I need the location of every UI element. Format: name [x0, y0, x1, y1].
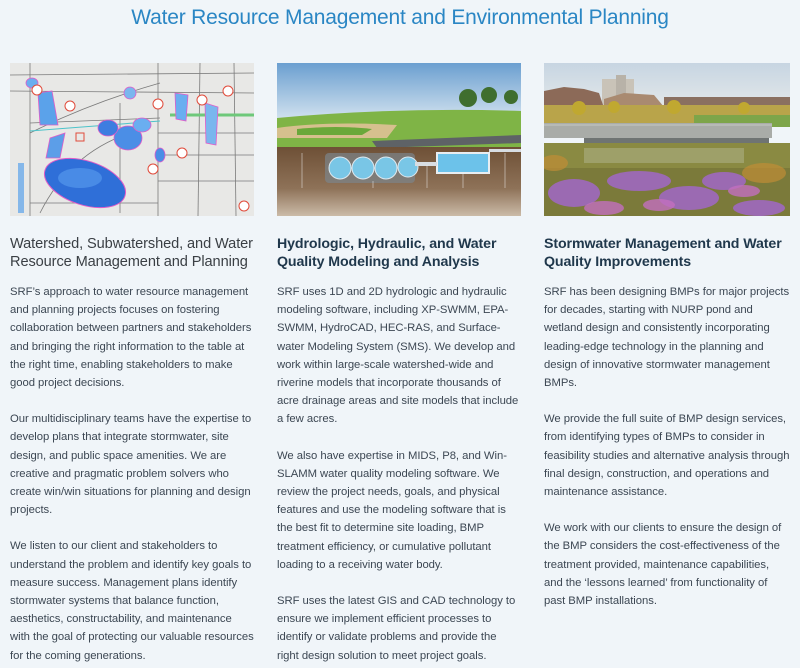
card-body — [277, 283, 521, 665]
service-card-modeling — [277, 63, 521, 668]
card-paragraph: We provide the full suite of BMP design services, from identifying types of BMPs to consider in feasibility studies and alternative analysis through final design, construction, and operations and maintenance assistance. — [544, 413, 790, 499]
cross-section-image-icon — [277, 63, 521, 216]
card-paragraph: SRF uses 1D and 2D hydrologic and hydraulic modeling software, including XP-SWMM, EPA-SWMM, HydroCAD, HEC-RAS, and Surface-water Modeling System (SMS). We develop and work within large-scale watershed-wide and riverine models that incorporate thousands of acre drainage areas and site models that include a few acres. — [277, 286, 519, 426]
card-paragraph: SRF has been designing BMPs for major projects for decades, starting with NURP pond and wetland design and consistently incorporating leading-edge technology in the planning and design of innovative stormwater management BMPs. — [544, 286, 790, 390]
stormwater-cross-section-image — [277, 63, 521, 216]
map-image-icon — [10, 63, 254, 216]
card-paragraph: Our multidisciplinary teams have the expertise to develop plans that integrate stormwater, site design, and public space amenities. We are creative and pragmatic problem solvers who create win/win situations for planning and design projects. — [10, 413, 252, 517]
card-paragraph: SRF’s approach to water resource management and planning projects focuses on fostering collaboration between partners and stakeholders and bringing the right information to the table at the right time, enabling stakeholders to make good project decisions. — [10, 286, 252, 390]
card-body — [544, 283, 790, 610]
card-body — [10, 283, 254, 665]
card-paragraph: We listen to our client and stakeholders to understand the problem and identify key goals to measure success. Management plans identify stormwater systems that balance function, aesthetics, constructability, and maintenance with the goal of protecting our valuable resources for the coming generations. — [10, 540, 254, 662]
card-paragraph: SRF uses the latest GIS and CAD technology to ensure we implement efficient processes to identify or validate problems and provide the right design solution to meet project goals. — [277, 595, 516, 662]
card-title: Watershed, Subwatershed, and Water Resource Management and Planning — [10, 236, 253, 270]
pond-bridge-photo — [544, 63, 790, 216]
card-title: Hydrologic, Hydraulic, and Water Quality Modeling and Analysis — [277, 236, 497, 270]
service-card-stormwater — [544, 63, 790, 628]
card-title: Stormwater Management and Water Quality Improvements — [544, 236, 782, 270]
watershed-map-image — [10, 63, 254, 216]
pond-photo-image-icon — [544, 63, 790, 216]
service-card-watershed — [10, 63, 254, 668]
card-paragraph: We also have expertise in MIDS, P8, and Win-SLAMM water quality modeling software. We review the project needs, goals, and physical features and use the modeling software that is the best fit to determine site loading, BMP treatment efficiency, or cumulative pollutant loading to a receiving water body. — [277, 449, 507, 571]
page-title: Water Resource Management and Environmental Planning — [131, 6, 669, 29]
card-paragraph: We work with our clients to ensure the design of the BMP considers the cost-effectiveness of the treatment provided, maintenance capabilities, and the ‘lessons learned’ from functionality of past BMP installations. — [544, 522, 782, 608]
